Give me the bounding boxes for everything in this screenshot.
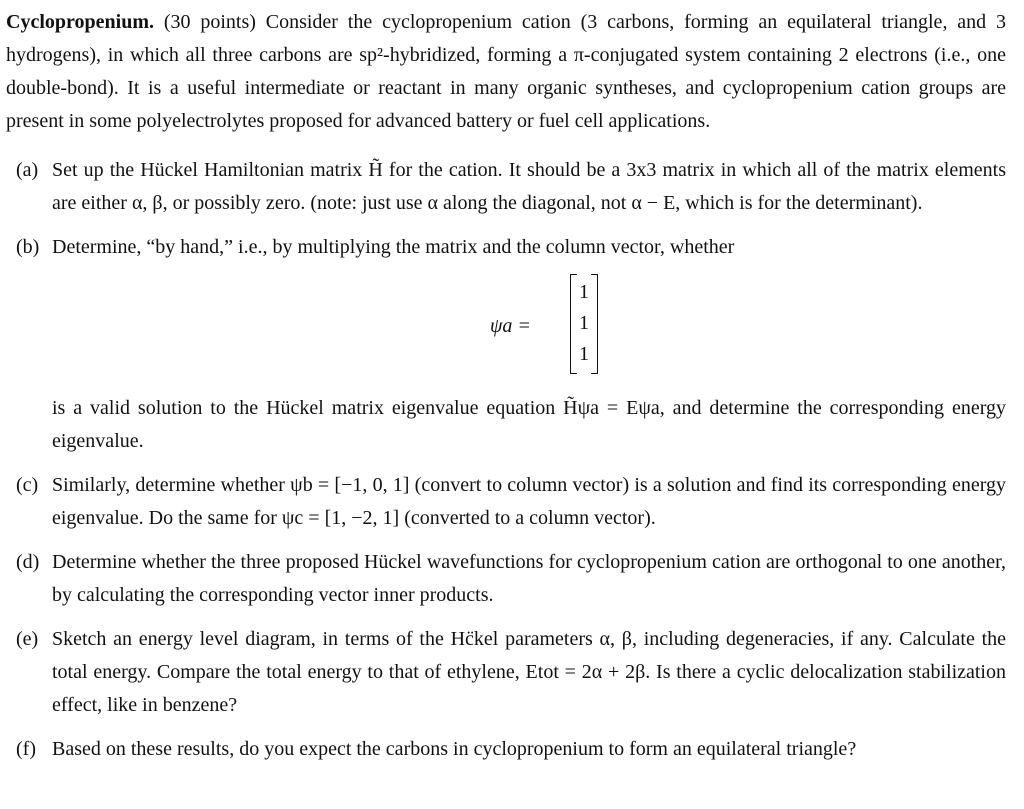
psi-a-vector-equation bbox=[52, 274, 1006, 378]
problem-title: Cyclopropenium. bbox=[6, 11, 154, 33]
part-b-text: Determine, “by hand,” i.e., by multiplying the matrix and the column vector, whether bbox=[52, 236, 735, 258]
vector-entry-3: 1 bbox=[579, 343, 589, 365]
part-c bbox=[6, 469, 1006, 535]
part-c-label: (c) bbox=[16, 474, 39, 496]
right-bracket bbox=[591, 274, 598, 374]
part-f bbox=[6, 733, 1006, 766]
left-bracket bbox=[570, 274, 577, 374]
psi-a-lhs: ψa = bbox=[490, 315, 531, 337]
part-b-text2: is a valid solution to the Hückel matrix eigenvalue equation H̃ψa = Eψa, and determine the corresponding energy eigenvalue. bbox=[52, 397, 1006, 452]
part-c-text: Similarly, determine whether ψb = [−1, 0, 1] (convert to column vector) is a solution and find its corresponding energy eigenvalue. Do the same for ψc = [1, −2, 1] (converted to a column vector). bbox=[52, 474, 1006, 529]
part-e-text: Sketch an energy level diagram, in terms of the Hc̈kel parameters α, β, including degeneracies, if any. Calculate the total energy. Compare the total energy to that of ethylene, Etot = 2α + 2β. Is there a cyclic delocalization stabilization effect, like in benzene? bbox=[52, 628, 1006, 716]
part-e-label: (e) bbox=[16, 628, 39, 650]
intro-text: (30 points) Consider the cyclopropenium cation (3 carbons, forming an equilateral triangle, and 3 hydrogens), in which all three carbons are sp²-hybridized, forming a π-conjugated system containing 2 electrons (i.e., one double-bond). It is a useful intermediate or reactant in many organic syntheses, and cyclopropenium cation groups are present in some polyelectrolytes proposed for advanced battery or fuel cell applications. bbox=[6, 11, 1007, 132]
part-b-label: (b) bbox=[16, 236, 40, 258]
part-a-label: (a) bbox=[16, 159, 39, 181]
part-a bbox=[6, 154, 1006, 220]
part-d bbox=[6, 546, 1006, 612]
part-d-label: (d) bbox=[16, 551, 40, 573]
vector-entry-1: 1 bbox=[579, 281, 589, 303]
part-f-text: Based on these results, do you expect the carbons in cyclopropenium to form an equilateral triangle? bbox=[52, 738, 857, 760]
part-a-text: Set up the Hückel Hamiltonian matrix H̃ for the cation. It should be a 3x3 matrix in which all of the matrix elements are either α, β, or possibly zero. (note: just use α along the diagonal, not α − E, which is for the determinant). bbox=[52, 159, 1006, 214]
column-vector bbox=[570, 274, 598, 374]
part-e bbox=[6, 623, 1006, 722]
problem-page bbox=[6, 6, 1006, 766]
part-f-label: (f) bbox=[16, 738, 36, 760]
problem-intro bbox=[6, 6, 1006, 138]
part-d-text: Determine whether the three proposed Hückel wavefunctions for cyclopropenium cation are orthogonal to one another, by calculating the corresponding vector inner products. bbox=[52, 551, 1006, 606]
vector-entry-2: 1 bbox=[579, 312, 589, 334]
part-b bbox=[6, 231, 1006, 458]
